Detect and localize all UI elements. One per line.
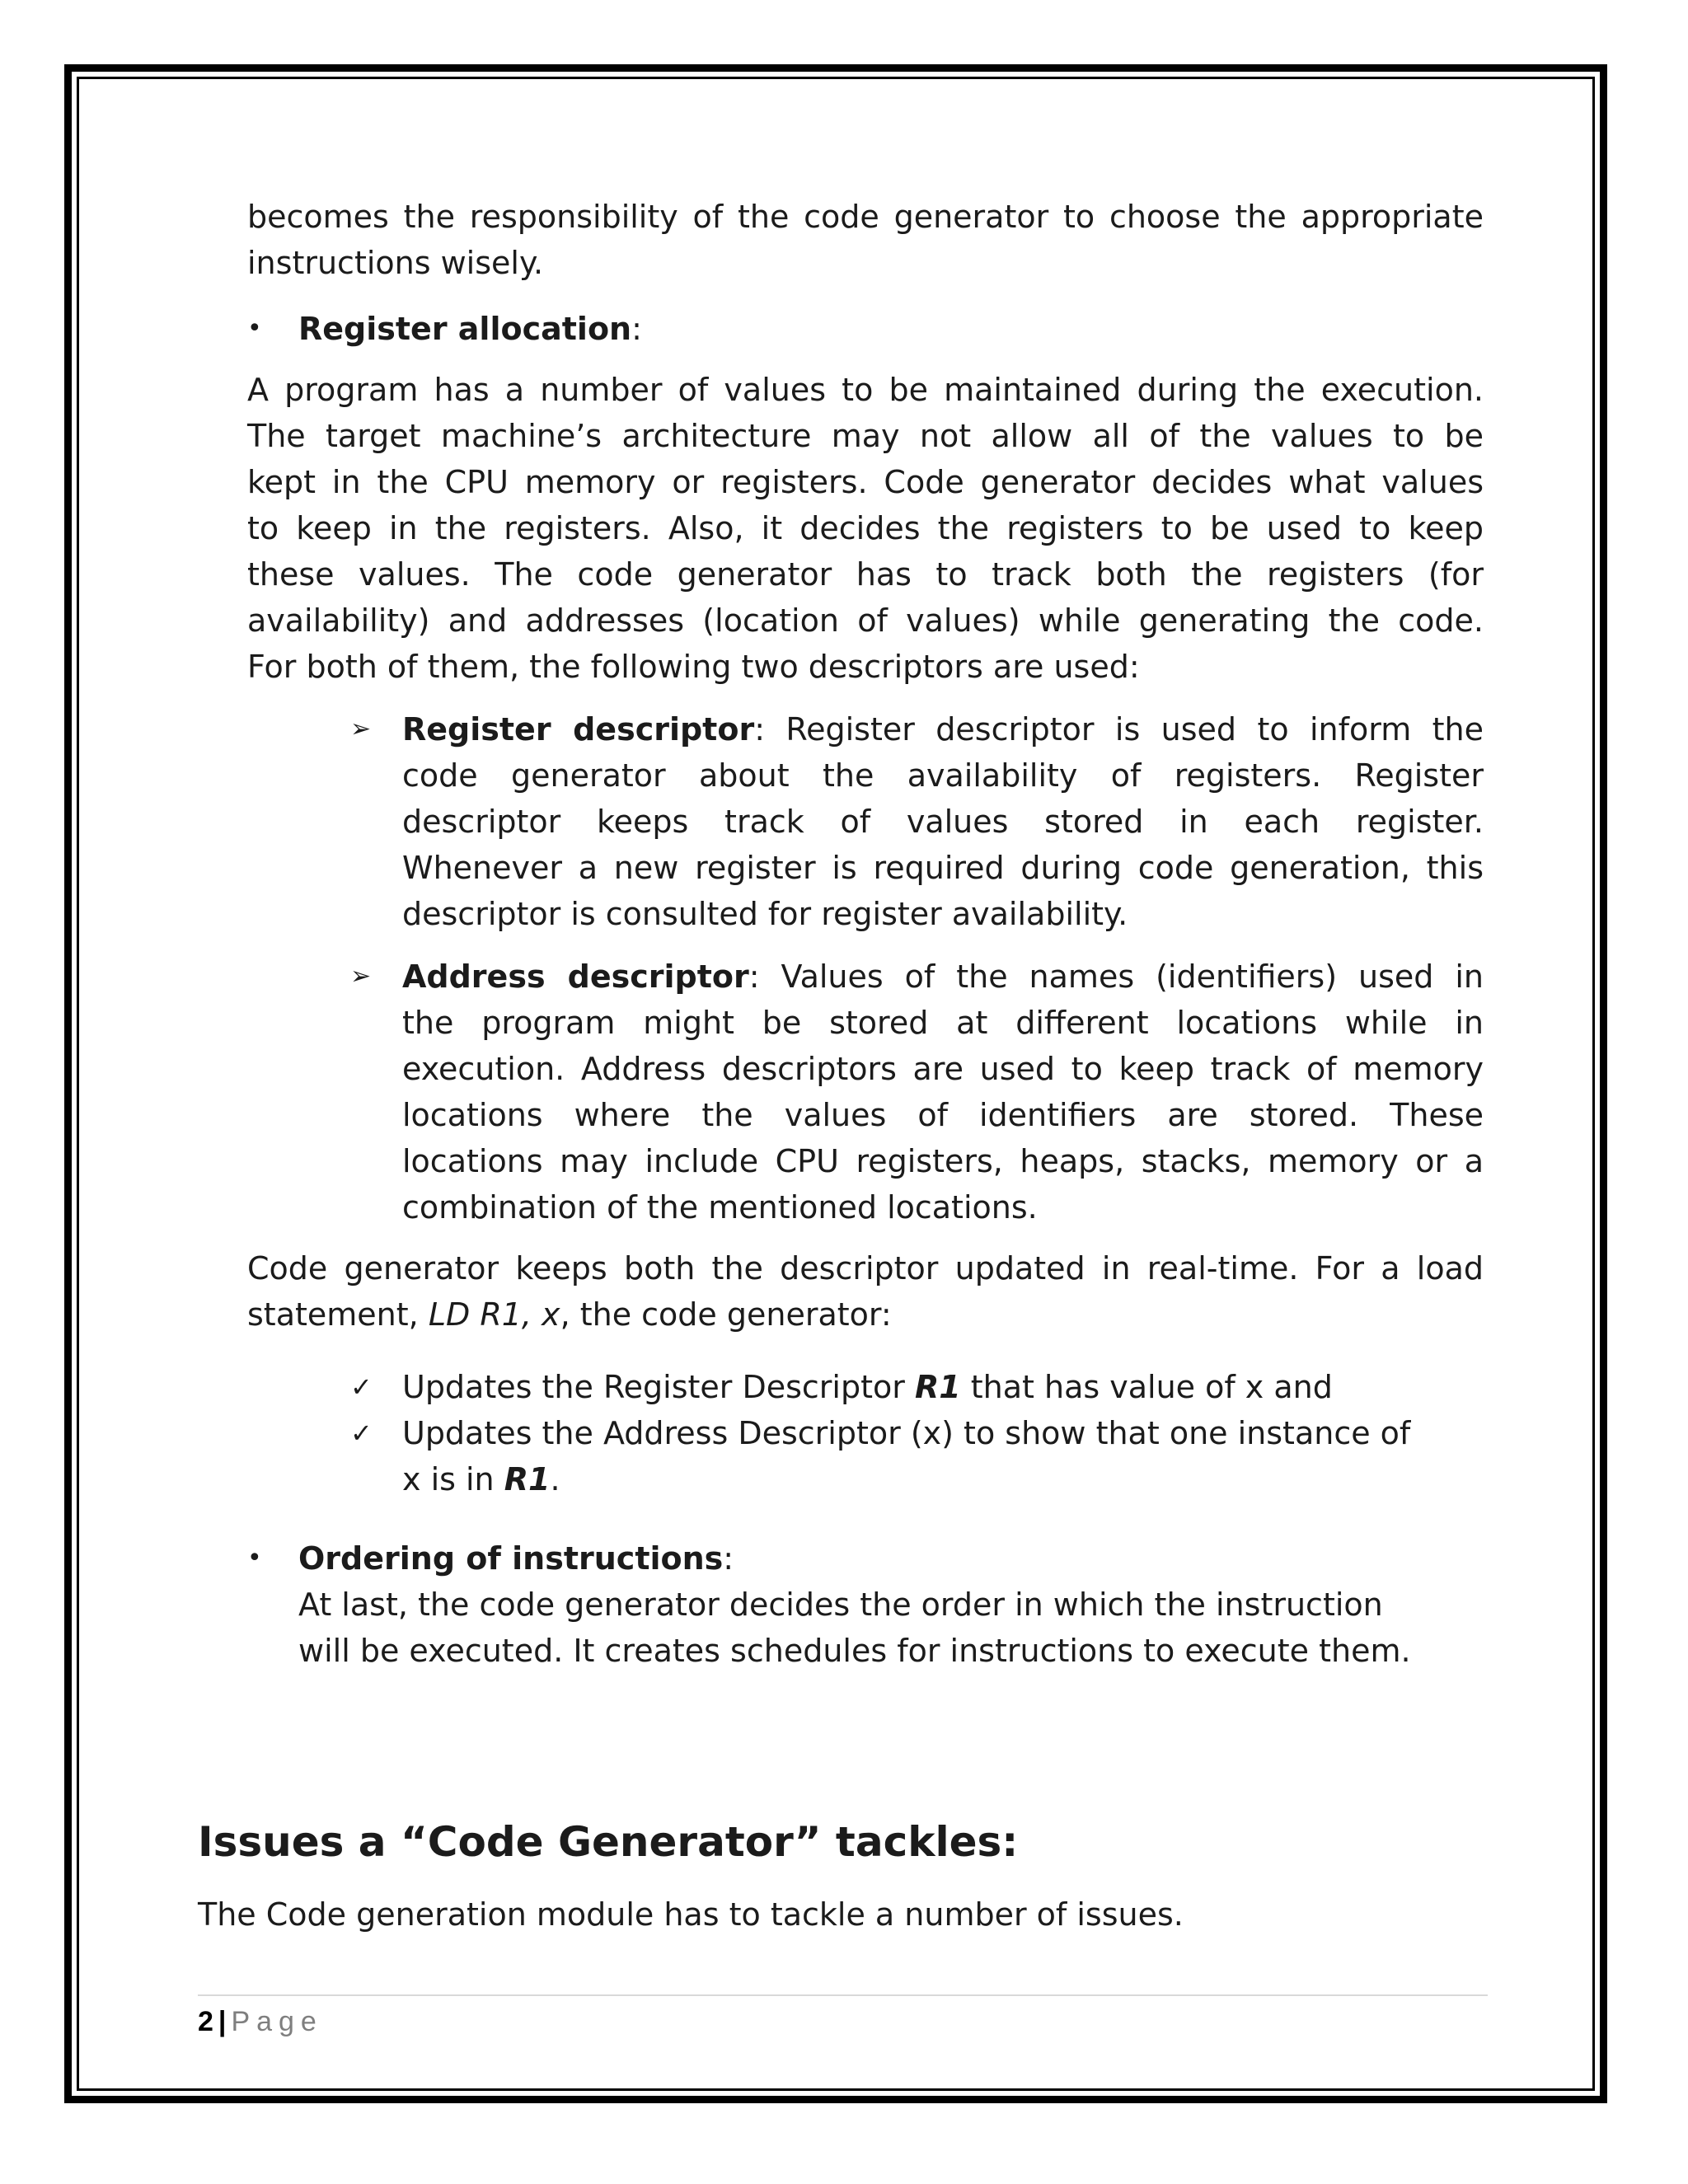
descriptor-first-line: Register descriptor: Register descriptor is used to inform the: [402, 711, 1484, 748]
paragraph-line: these values. The code generator has to track both the registers (for: [247, 556, 1484, 593]
issues-heading: Issues a “Code Generator” tackles:: [198, 1818, 1019, 1866]
descriptor-line: code generator about the availability of registers. Register: [402, 757, 1484, 794]
checklist-item: ✓ Updates the Register Descriptor R1 that has value of x and: [247, 1364, 1484, 1410]
issues-text: The Code generation module has to tackle a number of issues.: [198, 1896, 1184, 1933]
paragraph-line: to keep in the registers. Also, it decides the registers to be used to keep: [247, 510, 1484, 546]
paragraph-line: Code generator keeps both the descriptor updated in real-time. For a load: [247, 1250, 1484, 1286]
page-footer: [198, 2001, 323, 2042]
paragraph-line: availability) and addresses (location of values) while generating the code.: [247, 602, 1484, 639]
paragraph-line: The target machine’s architecture may not allow all of the values to be: [247, 418, 1484, 454]
bullet-icon: •: [247, 1544, 262, 1572]
ordering-section: [247, 1535, 1484, 1674]
address-descriptor-item: [247, 954, 1484, 1230]
register-descriptor-item: [247, 706, 1484, 937]
register-allocation-title: Register allocation: [298, 311, 632, 347]
intro-line: becomes the responsibility of the code generator to choose the appropriate: [247, 199, 1484, 235]
descriptor-line: descriptor keeps track of values stored in each register.: [402, 804, 1484, 840]
register-allocation-heading: • Register allocation:: [247, 306, 1484, 352]
document-body: [247, 194, 1484, 1674]
paragraph-line: For both of them, the following two descriptors are used:: [247, 649, 1140, 685]
descriptor-first-line: Address descriptor: Values of the names (identifiers) used in: [402, 958, 1484, 995]
ordering-line: will be executed. It creates schedules for instructions to execute them.: [298, 1633, 1411, 1669]
descriptor-line: locations where the values of identifiers are stored. These: [402, 1097, 1484, 1133]
descriptor-line: descriptor is consulted for register availability.: [402, 896, 1128, 932]
ordering-line: At last, the code generator decides the order in which the instruction: [298, 1586, 1383, 1623]
descriptor-line: locations may include CPU registers, heaps, stacks, memory or a: [402, 1143, 1484, 1179]
footer-divider: [198, 1994, 1488, 1996]
checklist-item: ✓ Updates the Address Descriptor (x) to show that one instance of x is in R1.: [247, 1410, 1484, 1502]
descriptor-line: Whenever a new register is required during code generation, this: [402, 850, 1484, 886]
checklist: [247, 1364, 1484, 1502]
check-icon: ✓: [350, 1418, 373, 1449]
descriptor-line: execution. Address descriptors are used to keep track of memory: [402, 1051, 1484, 1087]
arrow-bullet-icon: ➢: [350, 962, 372, 991]
arrow-bullet-icon: ➢: [350, 715, 372, 743]
page-label: Page: [231, 2006, 323, 2037]
page-number: 2: [198, 2006, 213, 2037]
descriptor-line: the program might be stored at different locations while in: [402, 1005, 1484, 1041]
paragraph-line: kept in the CPU memory or registers. Code generator decides what values: [247, 464, 1484, 500]
footer-separator: |: [218, 2006, 227, 2037]
realtime-paragraph: [247, 1245, 1484, 1338]
paragraph-line: statement, LD R1, x, the code generator:: [247, 1296, 892, 1333]
check-icon: ✓: [350, 1371, 373, 1403]
paragraph-line: A program has a number of values to be maintained during the execution.: [247, 372, 1484, 408]
bullet-icon: •: [247, 314, 262, 343]
intro-line: instructions wisely.: [247, 245, 544, 281]
descriptor-line: combination of the mentioned locations.: [402, 1189, 1038, 1226]
register-allocation-paragraph: [247, 367, 1484, 690]
ordering-heading: Ordering of instructions:: [298, 1540, 734, 1577]
